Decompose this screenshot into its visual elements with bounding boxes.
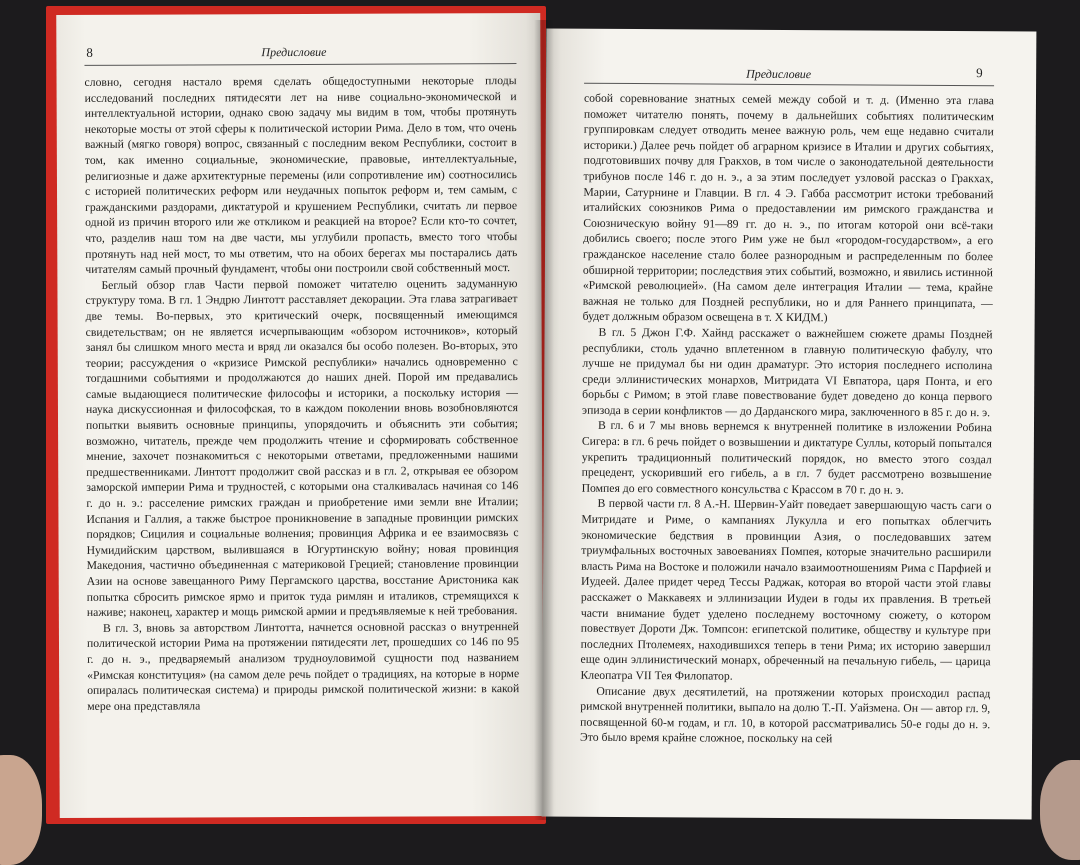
paragraph: В первой части гл. 8 А.-Н. Шервин-Уайт поведает завершающую часть саги о Митридате и Риме, о кампаниях Лукулла и его попытках облегчить экономические бедствия в провинции Азия, о последовавших затем триумфальных восточных завоеваниях Помпея, которые значительно расширили власть Рима на Востоке и положили начало взаимоотношениям Рима с Парфией и Иудеей. Далее придет черед Тессы Раджак, которая во второй части этой главы расскажет о Маккавеях и эллинизации Иудеи в годы их правления. В третьей части внимание будет уделено последнему восточному сюжету, о котором повествует Дороти Дж. Томпсон: египетской политике, обществу и культуре при последних Птолемеях, находившихся теперь в тени Рима; их историю завершил еще один эллинистический монарх, обреченный на печальную гибель, — царица Клеопатра VII Тея Филопатор. [580, 497, 992, 683]
right-header-rule [584, 83, 994, 87]
paragraph: В гл. 6 и 7 мы вновь вернемся к внутренней политике в изложении Робина Сигера: в гл. 6 речь пойдет о возвышении и диктатуре Суллы, который попытался укрепить традиционный политический порядок, но вместо этого создал прецедент, ускоривший его гибель, а в гл. 7 будет рассмотрено возвышение Помпея до его совместного консульства с Крассом в 70 г. до н. э. [581, 419, 993, 497]
left-thumb [0, 755, 42, 865]
paragraph: Беглый обзор глав Части первой поможет читателю оценить задуманную структуру тома. В гл. 1 Эндрю Линтотт расставляет декорации. Эта глава затрагивает две темы. Во-первых, это критический очерк, посвященный имеющимся свидетельствам; он не является исчерпывающим «обзором источников», который занял бы слишком много места и вряд ли оказался бы особо полезен. Во-вторых, это теории; рассуждения о «кризисе Римской республики» начались одновременно с тогдашними событиями и продолжаются до наших дней. Порой им предавались самые выдающиеся политические философы и историки, а поскольку история — наука дискуссионная и философская, то в каждом поколении вновь возобновляются попытки выявить основные принципы, упорядочить и объяснить эти события; возможно, читатель, прежде чем продолжить чтение и сформировать собственное мнение, захочет познакомиться с некоторыми ответами, предложенными нашими предшественниками. Линтотт продолжит свой рассказ и в гл. 2, открывая ее обзором заморской империи Рима и трудностей, с которыми она сталкивалась начиная со 146 г. до н. э.: расселение римских граждан и приобретение ими земли вне Италии; Испания и Галлия, а также быстрое проникновение в западные провинции римских порядков; Сицилия и социальные волнения; провинция Африка и ее взаимосвязь с Нумидийским царством, вылившаяся в Югуртинскую войну; новая провинция Македония, частично объединенная с материковой Грецией; становление провинции Азии на основе завещанного Риму Пергамского царства, восстание Аристоника как попытка сбросить римское ярмо и приток туда римлян и италиков, стремящихся к наживе; наконец, характер и мощь римской армии и предъявляемые к ней требования. [85, 276, 519, 620]
right-page-text [580, 91, 994, 748]
paragraph: В гл. 3, вновь за авторством Линтотта, начнется основной рассказ о внутренней политической истории Рима на протяжении пятидесяти лет, прошедших со 146 по 95 г. до н. э., предваряемый анализом трудноуловимой сущности под названием «Римская конституция» (на самом деле речь пойдет о традициях, на которые в норме опиралась политическая система) и природы римской политической жизни: в какой мере она представляла [86, 619, 520, 713]
paragraph: Описание двух десятилетий, на протяжении которых происходил распад римской внутренней политики, выпало на долю Т.-П. Уайзмена. Он — автор гл. 9, посвященной 60-м годам, и гл. 10, в которой рассматривались 50-е годы до н. э. Это было время крайне сложное, поскольку на сей [580, 684, 991, 746]
paragraph: В гл. 5 Джон Г.Ф. Хайнд расскажет о важнейшем сюжете драмы Поздней республики, столь удачно вплетенном в главную политическую фабулу, что лучше не придумал бы ни один драматург. Это история последнего исполина среди эллинистических монархов, Митридата VI Евпатора, царя Понта, и его борьбы с Римом; в этой главе повествование будет доведено до конца первого эпизода в серии конфликтов — до Дарданского мира, заключенного в 85 г. до н. э. [582, 325, 993, 420]
left-running-head: Предисловие [261, 44, 327, 60]
right-page [542, 29, 1037, 820]
book-spine-shadow [534, 20, 554, 820]
left-page-text [85, 73, 520, 714]
right-running-head: Предисловие [746, 66, 812, 82]
left-page-number: 8 [86, 44, 93, 60]
left-page [56, 13, 543, 818]
paragraph: собой соревнование знатных семей между собой и т. д. (Именно эта глава поможет читателю понять, почему в дальнейших событиях политическим группировкам следует отводить менее важную роль, чем еще недавно считали историки.) Далее речь пойдет об аграрном кризисе в Италии и других событиях, подготовивших почву для Гракхов, в том числе о законодательной деятельности трибунов после 146 г. до н. э., а за этим последует узловой рассказ о Гракхах, Марии, Сатурнине и Главции. В гл. 4 Э. Габба рассмотрит истоки требований италийских союзников Рима о предоставлении им римского гражданства и Союзническую войну 91—89 гг. до н. э., по итогам которой они всё-таки добились своего; после этого Рим уже не был «городом-государством», а его гражданское население стало более разнородным и распределенным по более обширной территории; последствия этих событий, возможно, и явились истинной «Римской революцией». (На самом деле интеграция Италии — тема, крайне важная не только для Поздней республики, но и для Раннего принципата, — будет должным образом освещена в т. X КИДМ.) [582, 91, 995, 325]
left-header-rule [84, 63, 516, 66]
paragraph: словно, сегодня настало время сделать общедоступными некоторые плоды исследований последних пятидесяти лет на ниве социально-экономической и интеллектуальной истории, однако свою задачу мы видим в том, чтобы протянуть некоторые мосты от этой сферы к политической истории Рима. Дело в том, что очень важный (мягко говоря) вопрос, связанный с последним веком Республики, состоит в том, как именно социальные, экономические, правовые, интеллектуальные, религиозные и даже архитектурные перемены (или сопротивление им) соотносились с историей политических реформ или неудачных попыток реформ и, тем самым, с гражданскими раздорами, диктатурой и крушением Республики, считать ли первое одной из причин второго или же откликом и реакцией на второе? Если кто-то сочтет, что, разделив наш том на две части, мы углубили пропасть, вместо того чтобы протянуть над ней мост, то мы ответим, что на обоих берегах мы постарались дать читателям самый прочный фундамент, чтобы они построили свой собственный мост. [84, 74, 518, 277]
right-page-number: 9 [976, 65, 983, 81]
right-thumb [1040, 760, 1080, 860]
